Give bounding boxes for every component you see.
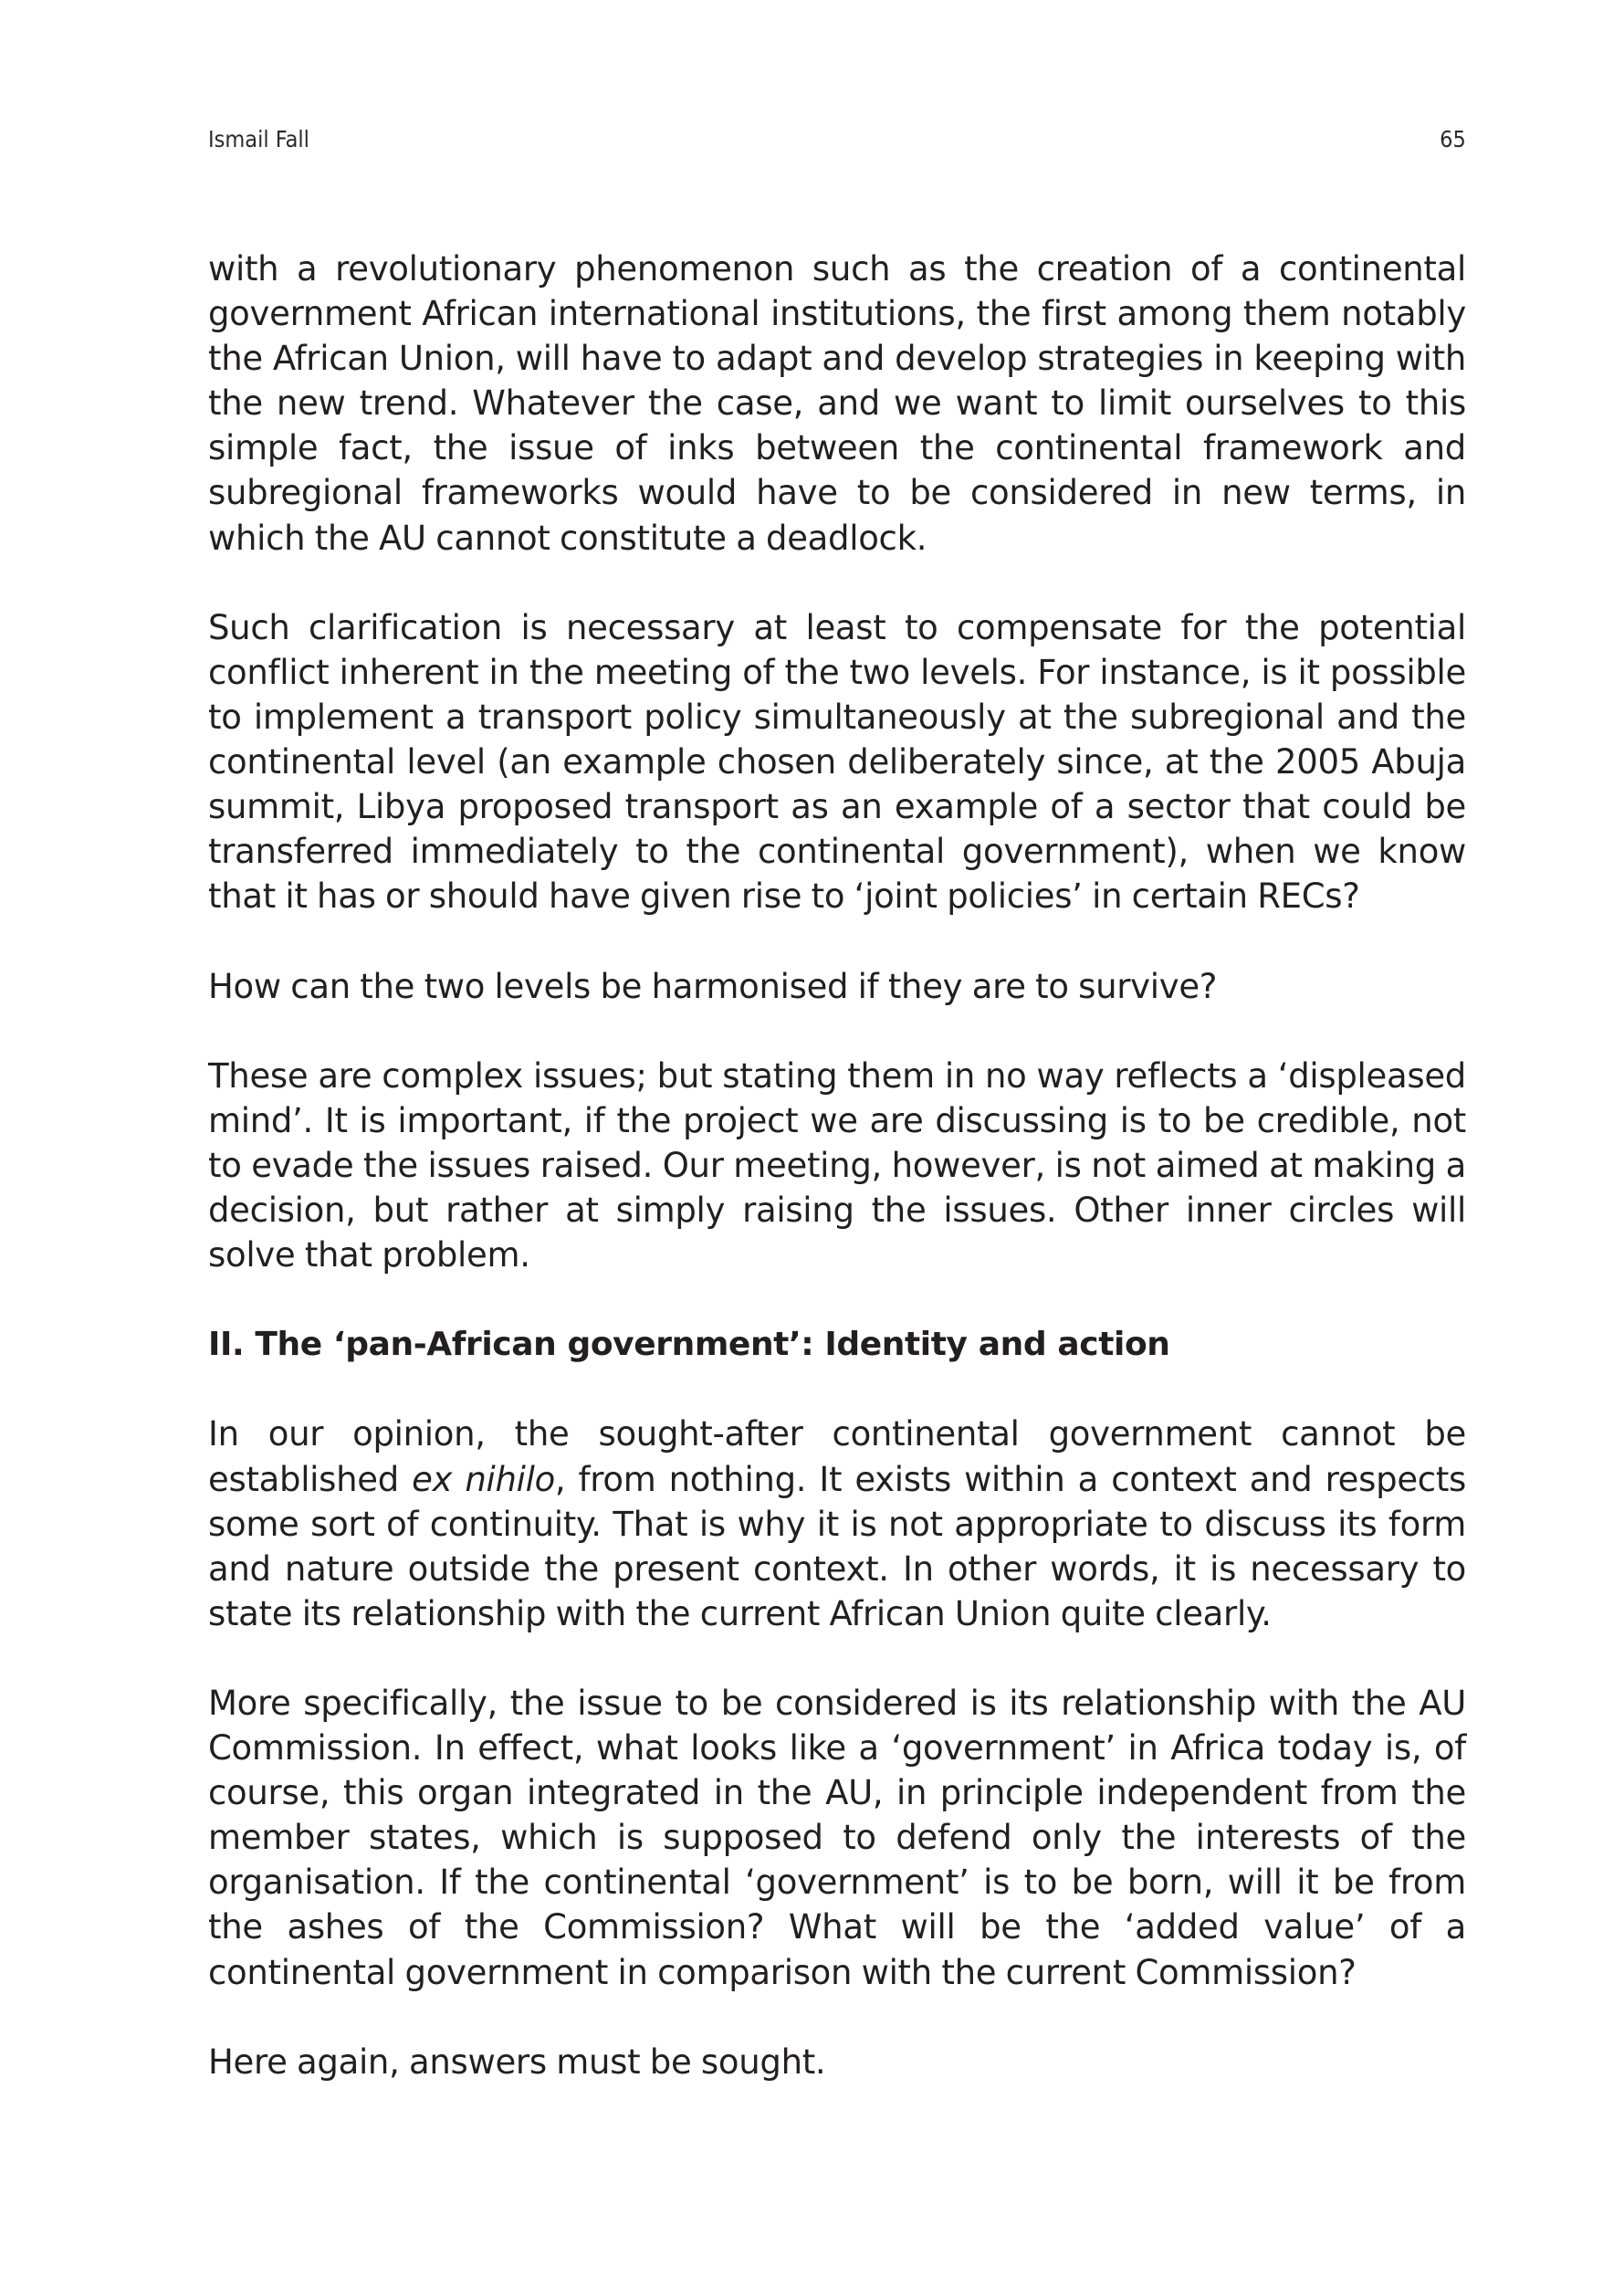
paragraph-5 (208, 1412, 1466, 1635)
paragraph-3: How can the two levels be harmonised if they are to survive? (208, 966, 1218, 1006)
paragraph-6: More specifically, the issue to be considered is its relationship with the AU Commission. In effect, what looks like a ‘government’ in Africa today is, of course, this organ integrated in the AU, in principle independent from the member states, which is supposed to defend only the interests of the organisation. If the continental ‘government’ is to be born, will it be from the ashes of the Commission? What will be the ‘added value’ of a continental government in comparison with the current Commission? (208, 1684, 1466, 1992)
italic-phrase: ex nihilo (412, 1459, 555, 1499)
page-number: 65 (1440, 126, 1466, 152)
body-text (208, 247, 1466, 2129)
paragraph-5-start: In our opinion, the sought-after continental government cannot be established (208, 1414, 1466, 1499)
paragraph-5-end: , from nothing. It exists within a context and respects some sort of continuity. That is why it is not appropriate to discuss its form and nature outside the present context. In other words, it is necessary to state its relationship with the current African Union quite clearly. (208, 1459, 1467, 1633)
paragraph-4: These are complex issues; but stating them in no way reflects a ‘displeased mind’. It is important, if the project we are discussing is to be credible, not to evade the issues raised. Our meeting, however, is not aimed at making a decision, but rather at simply raising the issues. Other inner circles will solve that problem. (208, 1055, 1466, 1275)
section-heading: II. The ‘pan-African government’: Identity and action (208, 1326, 1170, 1364)
running-head-author: Ismail Fall (208, 126, 309, 152)
paragraph-1: with a revolutionary phenomenon such as the creation of a continental government African international institutions, the first among them notably the African Union, will have to adapt and develop strategies in keeping with the new trend. Whatever the case, and we want to limit ourselves to this simple fact, the issue of inks between the continental framework and subregional frameworks would have to be considered in new terms, in which the AU cannot constitute a deadlock. (208, 249, 1466, 558)
paragraph-7: Here again, answers must be sought. (208, 2041, 826, 2082)
paragraph-2: Such clarification is necessary at least to compensate for the potential conflict inherent in the meeting of the two levels. For instance, is it possible to implement a transport policy simultaneously at the subregional and the continental level (an example chosen deliberately since, at the 2005 Abuja summit, Libya proposed transport as an example of a sector that could be transferred immediately to the continental government), when we know that it has or should have given rise to ‘joint policies’ in certain RECs? (208, 607, 1466, 917)
